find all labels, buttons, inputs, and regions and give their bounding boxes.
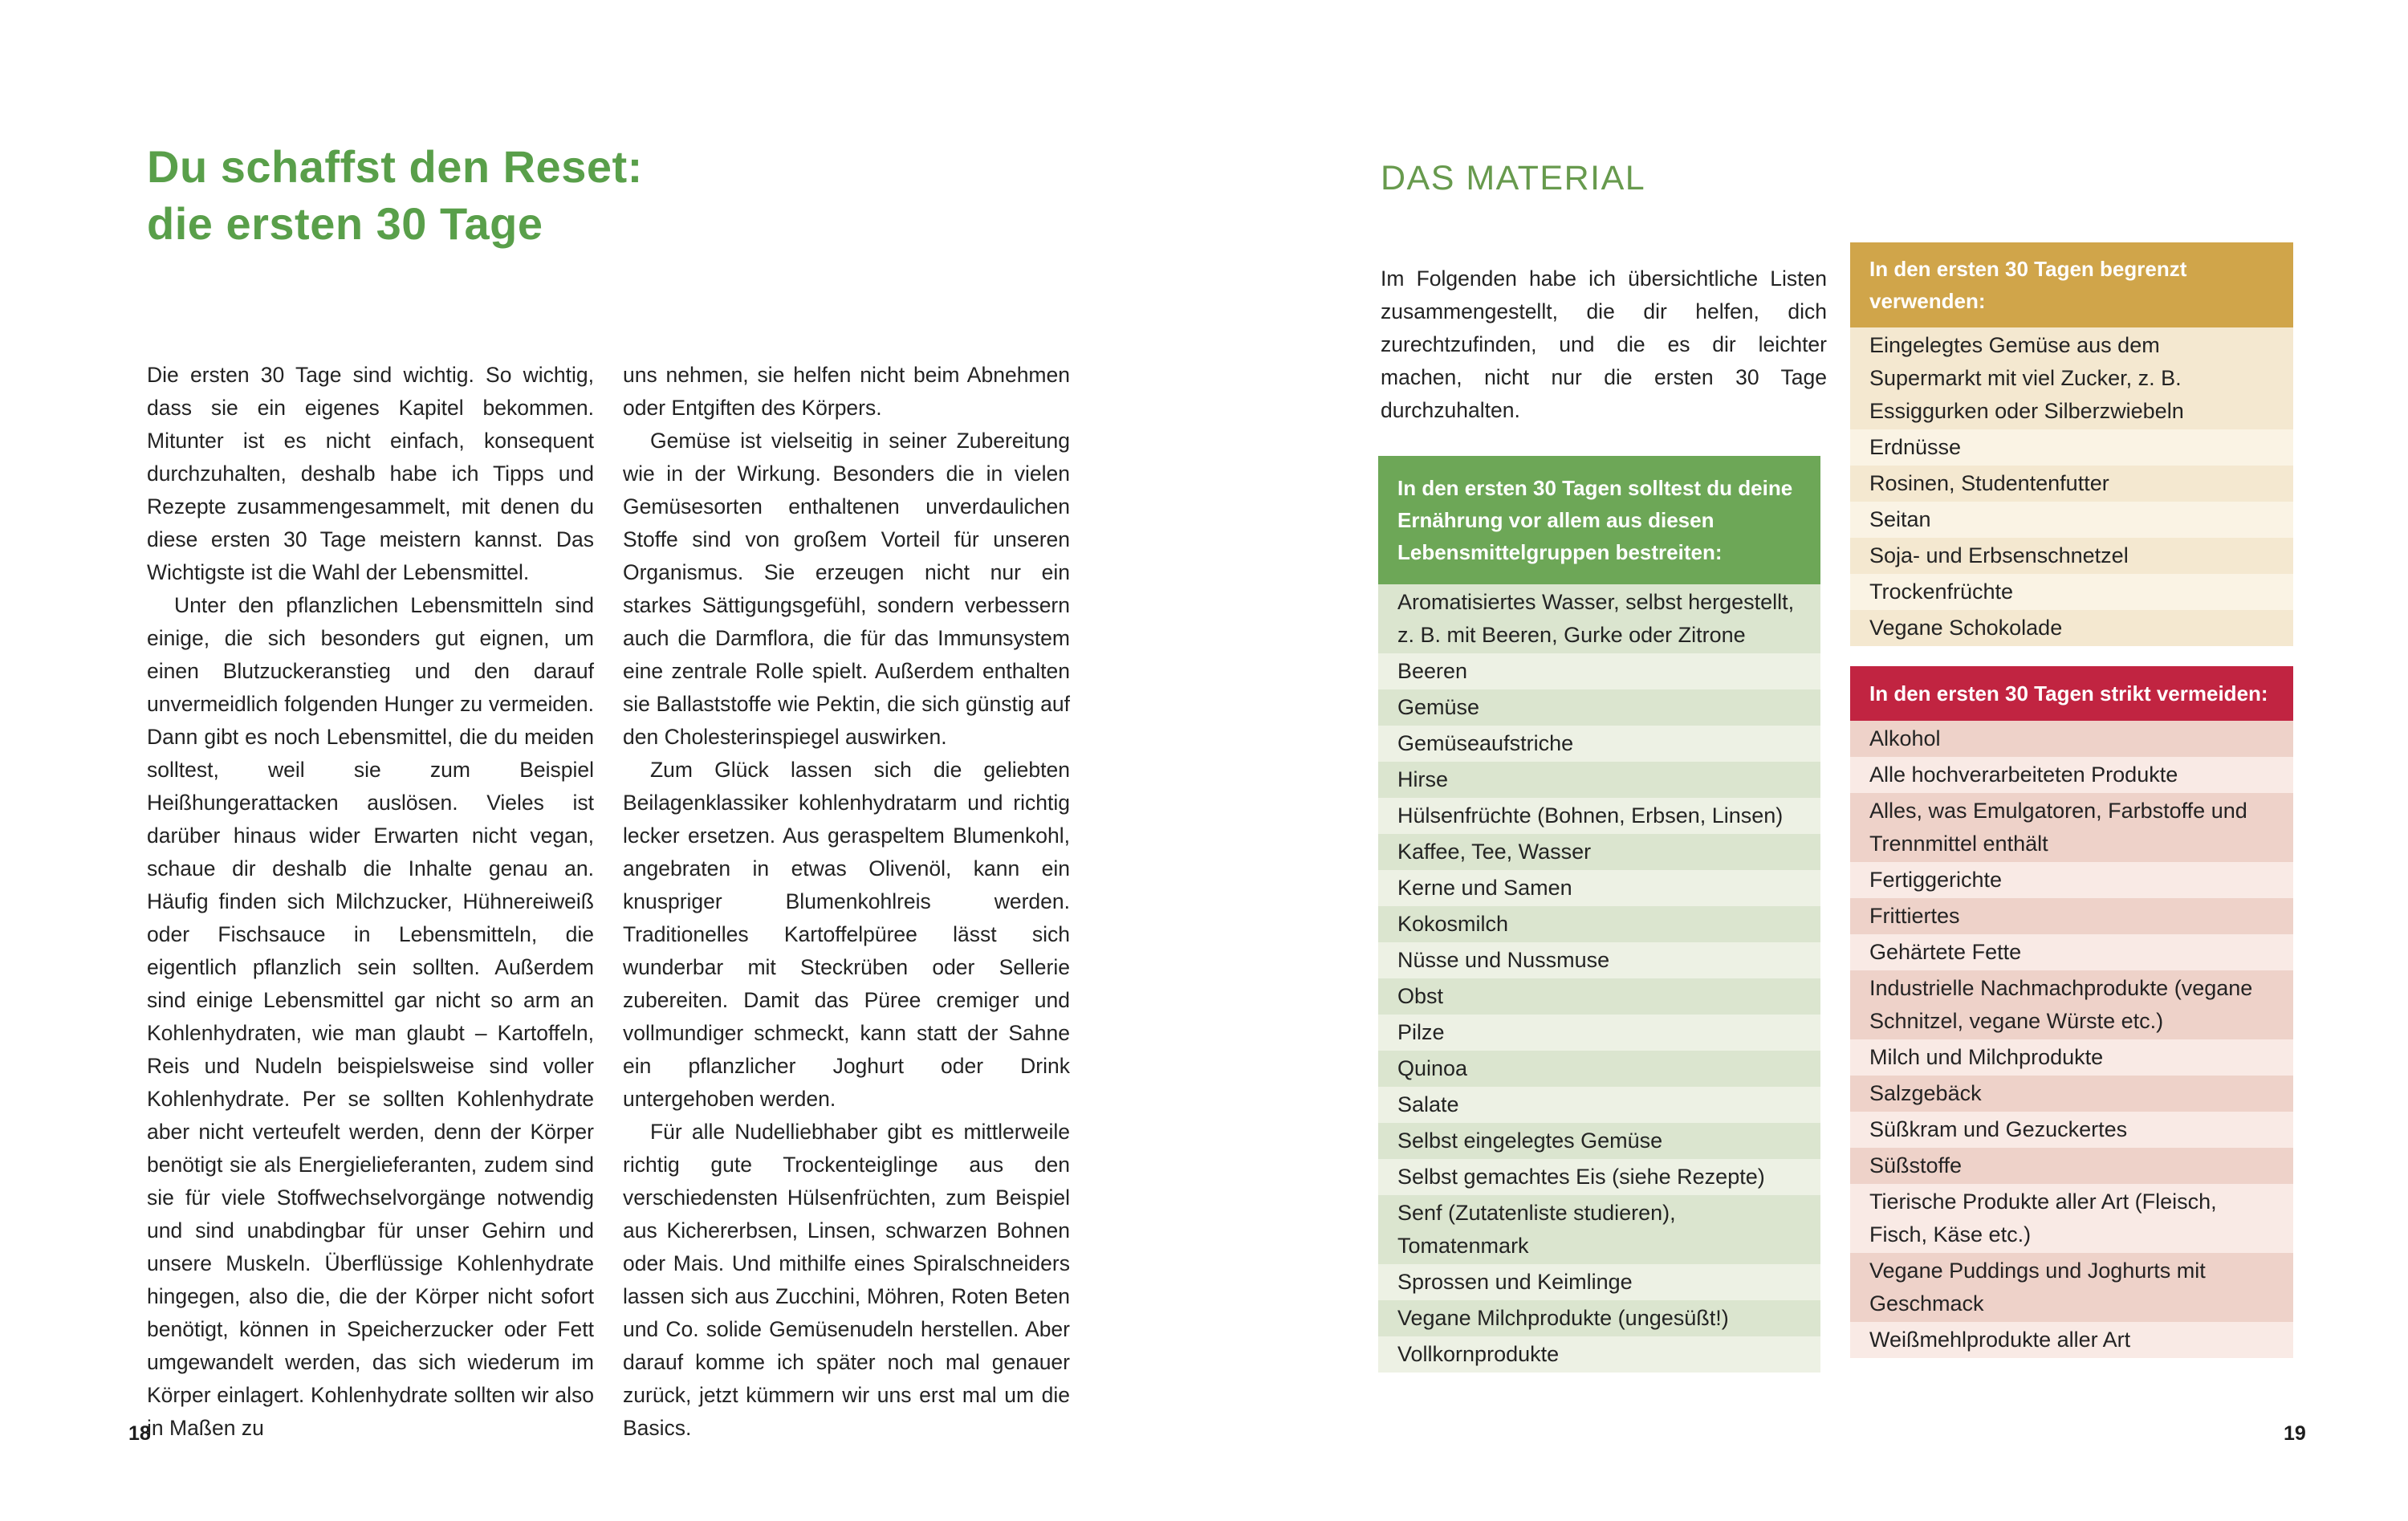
body-paragraph: Unter den pflanzlichen Lebensmitteln sind einige, die sich besonders gut eignen, um einen Blutzuckeranstieg und den darauf unvermeidlich folgenden Hunger zu vermeiden. Dann gibt es noch Lebensmittel, die du meiden solltest, weil sie zum Beispiel Heißhungerattacken auslösen. Vieles ist darüber hinaus wider Erwarten nicht vegan, schaue dir deshalb die Inhalte genau an. Häufig finden sich Milchzucker, Hühnereiweiß oder Fischsauce in Lebensmitteln, die eigentlich pflanzlich sein sollten. Außerdem sind einige Lebensmittel gar nicht so arm an Kohlenhydraten, wie man glaubt – Kartoffeln, Reis und Nudeln beispielsweise sind voller Kohlenhydrate. Per se sollten Kohlenhydrate aber nicht verteufelt werden, denn der Körper benötigt sie als Energielieferanten, zudem sind sie für viele Stoffwechselvorgänge notwendig und sind unabdingbar für unser Gehirn und unsere Muskeln. Überflüssige Kohlenhydrate hingegen, also die, die der Körper nicht sofort benötigt, können in Speicherzucker oder Fett umgewandelt werden, das sich wiederum im Körper einlagert. Kohlenhydrate sollten wir also in Maßen zu bbox=[147, 593, 594, 1440]
list-box-limited bbox=[1850, 242, 2293, 646]
body-column-1 bbox=[147, 359, 594, 1445]
list-item: Milch und Milchprodukte bbox=[1850, 1039, 2293, 1076]
chapter-title-line-1: Du schaffst den Reset: bbox=[147, 141, 643, 192]
body-paragraph: Gemüse ist vielseitig in seiner Zubereitung wie in der Wirkung. Besonders die in vielen Gemüsesorten enthaltenen unverdaulichen Stoffe sind von großem Vorteil für unseren Organismus. Sie erzeugen nicht nur ein starkes Sättigungsgefühl, sondern verbessern auch die Darmflora, die für das Immunsystem eine zentrale Rolle spielt. Außerdem enthalten sie Ballaststoffe wie Pektin, die sich günstig auf den Cholesterinspiegel auswirken. bbox=[623, 429, 1070, 749]
list-box-limited-rows bbox=[1850, 327, 2293, 646]
list-item: Salate bbox=[1378, 1087, 1820, 1123]
list-box-limited-header: In den ersten 30 Tagen begrenzt verwenden: bbox=[1850, 242, 2293, 327]
list-item: Vegane Schokolade bbox=[1850, 610, 2293, 646]
list-box-recommended-header: In den ersten 30 Tagen solltest du deine Ernährung vor allem aus diesen Lebensmittelgruppen bestreiten: bbox=[1378, 456, 1820, 584]
chapter-title bbox=[147, 138, 643, 252]
list-item: Weißmehlprodukte aller Art bbox=[1850, 1322, 2293, 1358]
body-paragraph: Die ersten 30 Tage sind wichtig. So wichtig, dass sie ein eigenes Kapitel bekommen. Mitunter ist es nicht einfach, konsequent durchzuhalten, deshalb habe ich Tipps und Rezepte zusammengesammelt, mit denen du diese ersten 30 Tage meistern kannst. Das Wichtigste ist die Wahl der Lebensmittel. bbox=[147, 363, 594, 584]
list-item: Sprossen und Keimlinge bbox=[1378, 1264, 1820, 1300]
list-item: Nüsse und Nussmuse bbox=[1378, 942, 1820, 978]
list-box-recommended-rows bbox=[1378, 584, 1820, 1373]
body-paragraph: Für alle Nudelliebhaber gibt es mittlerweile richtig gute Trockenteiglinge aus den verschiedensten Hülsenfrüchten, zum Beispiel aus Kichererbsen, Linsen, schwarzen Bohnen oder Mais. Und mithilfe eines Spiralschneiders lassen sich aus Zucchini, Möhren, Roten Beten und Co. solide Gemüsenudeln herstellen. Aber darauf komme ich später noch mal genauer zurück, jetzt kümmern wir uns erst mal um die Basics. bbox=[623, 1120, 1070, 1440]
list-box-avoid-rows bbox=[1850, 721, 2293, 1358]
list-item: Trockenfrüchte bbox=[1850, 574, 2293, 610]
list-item: Quinoa bbox=[1378, 1051, 1820, 1087]
list-item: Hülsenfrüchte (Bohnen, Erbsen, Linsen) bbox=[1378, 798, 1820, 834]
list-box-avoid-header: In den ersten 30 Tagen strikt vermeiden: bbox=[1850, 666, 2293, 721]
list-item: Kokosmilch bbox=[1378, 906, 1820, 942]
list-item: Vollkornprodukte bbox=[1378, 1336, 1820, 1373]
list-item: Tierische Produkte aller Art (Fleisch, Fisch, Käse etc.) bbox=[1850, 1184, 2293, 1253]
list-item: Hirse bbox=[1378, 762, 1820, 798]
list-item: Rosinen, Studentenfutter bbox=[1850, 466, 2293, 502]
page-number-left: 18 bbox=[128, 1422, 151, 1445]
list-item: Selbst eingelegtes Gemüse bbox=[1378, 1123, 1820, 1159]
list-item: Soja- und Erbsenschnetzel bbox=[1850, 538, 2293, 574]
list-item: Obst bbox=[1378, 978, 1820, 1015]
chapter-title-line-2: die ersten 30 Tage bbox=[147, 198, 543, 249]
list-item: Gehärtete Fette bbox=[1850, 934, 2293, 970]
list-item: Gemüse bbox=[1378, 689, 1820, 726]
list-item: Frittiertes bbox=[1850, 898, 2293, 934]
body-paragraph: Zum Glück lassen sich die geliebten Beilagenklassiker kohlenhydratarm und richtig lecker ersetzen. Aus geraspeltem Blumenkohl, angebraten in etwas Olivenöl, kann ein knuspriger Blumenkohlreis werden. Traditionelles Kartoffelpüree lässt sich wunderbar mit Steckrüben oder Sellerie zubereiten. Damit das Püree cremiger und vollmundiger schmeckt, kann statt der Sahne ein pflanzlicher Joghurt oder Drink untergehoben werden. bbox=[623, 758, 1070, 1111]
list-item: Beeren bbox=[1378, 653, 1820, 689]
list-item: Süßstoffe bbox=[1850, 1148, 2293, 1184]
list-item: Selbst gemachtes Eis (siehe Rezepte) bbox=[1378, 1159, 1820, 1195]
intro-paragraph: Im Folgenden habe ich übersichtliche Listen zusammengestellt, die dir helfen, dich zurechtzufinden, und die es dir leichter machen, nicht nur die ersten 30 Tage durchzuhalten. bbox=[1381, 266, 1827, 422]
list-item: Senf (Zutatenliste studieren), Tomatenmark bbox=[1378, 1195, 1820, 1264]
list-item: Eingelegtes Gemüse aus dem Supermarkt mit viel Zucker, z. B. Essiggurken oder Silberzwiebeln bbox=[1850, 327, 2293, 429]
page-number-right: 19 bbox=[2284, 1422, 2306, 1445]
body-column-2 bbox=[623, 359, 1070, 1445]
list-item: Alle hochverarbeiteten Produkte bbox=[1850, 757, 2293, 793]
list-box-recommended bbox=[1378, 456, 1820, 1373]
list-item: Industrielle Nachmachprodukte (vegane Schnitzel, vegane Würste etc.) bbox=[1850, 970, 2293, 1039]
list-item: Kaffee, Tee, Wasser bbox=[1378, 834, 1820, 870]
list-box-avoid bbox=[1850, 666, 2293, 1358]
list-item: Pilze bbox=[1378, 1015, 1820, 1051]
list-item: Gemüseaufstriche bbox=[1378, 726, 1820, 762]
list-item: Alles, was Emulgatoren, Farbstoffe und Trennmittel enthält bbox=[1850, 793, 2293, 862]
list-item: Erdnüsse bbox=[1850, 429, 2293, 466]
section-title: DAS MATERIAL bbox=[1381, 159, 1646, 197]
list-item: Kerne und Samen bbox=[1378, 870, 1820, 906]
list-item: Vegane Puddings und Joghurts mit Geschmack bbox=[1850, 1253, 2293, 1322]
list-item: Aromatisiertes Wasser, selbst hergestellt, z. B. mit Beeren, Gurke oder Zitrone bbox=[1378, 584, 1820, 653]
list-item: Alkohol bbox=[1850, 721, 2293, 757]
list-item: Vegane Milchprodukte (ungesüßt!) bbox=[1378, 1300, 1820, 1336]
list-item: Süßkram und Gezuckertes bbox=[1850, 1112, 2293, 1148]
list-item: Seitan bbox=[1850, 502, 2293, 538]
list-item: Salzgebäck bbox=[1850, 1076, 2293, 1112]
body-paragraph: uns nehmen, sie helfen nicht beim Abnehmen oder Entgiften des Körpers. bbox=[623, 363, 1070, 420]
list-item: Fertiggerichte bbox=[1850, 862, 2293, 898]
